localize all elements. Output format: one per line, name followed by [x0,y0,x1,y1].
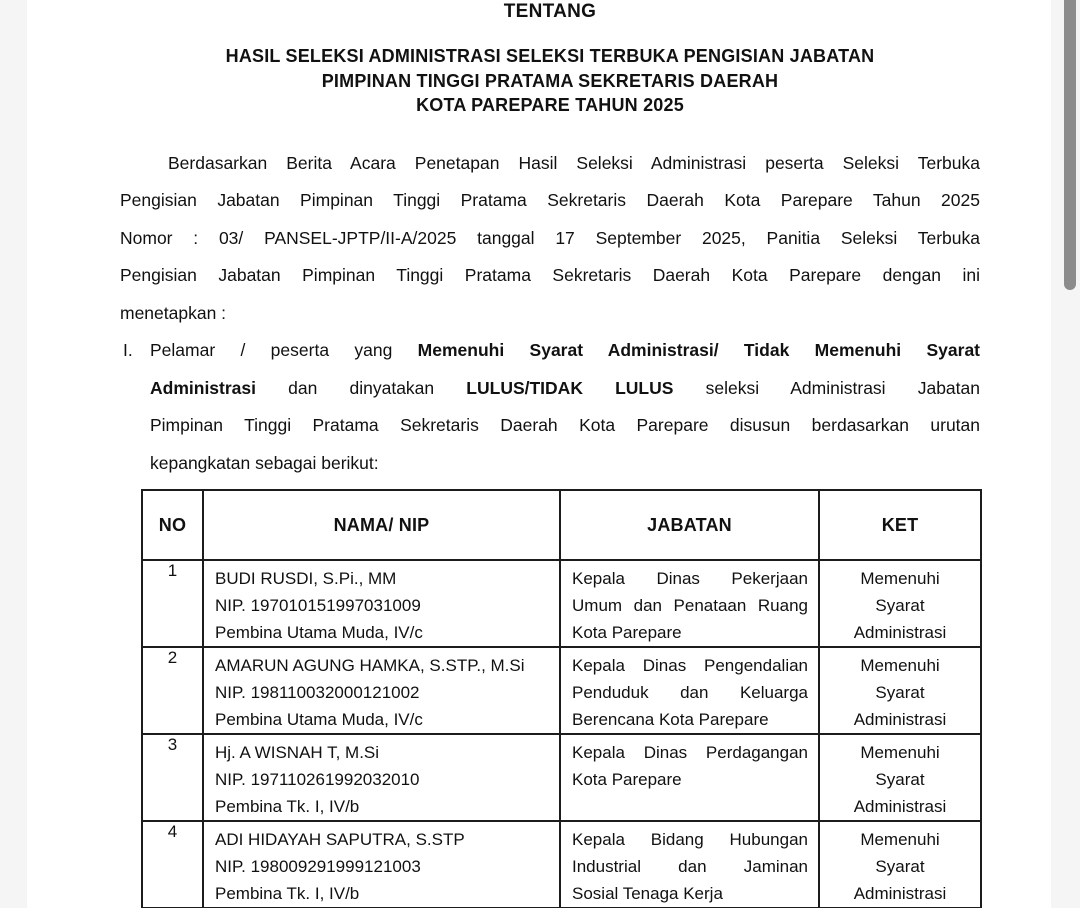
title-line: PIMPINAN TINGGI PRATAMA SEKRETARIS DAERAH [321,70,779,91]
cell-no: 1 [142,560,203,647]
cell-nama: BUDI RUSDI, S.Pi., MM NIP. 197010151997031009 Pembina Utama Muda, IV/c [203,560,560,647]
list-item-text [150,332,980,482]
list-line: Administrasi dan dinyatakan LULUS/TIDAK LULUS seleksi Administrasi Jabatan [150,377,980,398]
cell-no: 4 [142,821,203,908]
table-header-no: NO [142,490,203,560]
tentang-heading: TENTANG [503,1,597,22]
document-title [120,44,980,118]
table-row [142,821,981,908]
paragraph-line: Pengisian Jabatan Pimpinan Tinggi Pratama Sekretaris Daerah Kota Parepare dengan ini [120,265,980,285]
cell-ket: Memenuhi Syarat Administrasi [819,821,981,908]
cell-nama: AMARUN AGUNG HAMKA, S.STP., M.Si NIP. 198110032000121002 Pembina Utama Muda, IV/c [203,647,560,734]
cell-nama: Hj. A WISNAH T, M.Si NIP. 197110261992032010 Pembina Tk. I, IV/b [203,734,560,821]
table-header-row [142,490,981,560]
cell-jabatan: Kepala Dinas Pekerjaan Umum dan Penataan Ruang Kota Parepare [560,560,819,647]
table-header-jabatan: JABATAN [560,490,819,560]
table-header-ket: KET [819,490,981,560]
left-page-margin [0,0,27,908]
table-row [142,560,981,647]
paragraph-line: Nomor : 03/ PANSEL-JPTP/II-A/2025 tanggal 17 September 2025, Panitia Seleksi Terbuka [120,227,980,248]
results-table [141,489,982,908]
title-line: KOTA PAREPARE TAHUN 2025 [416,95,684,115]
cell-jabatan: Kepala Dinas Pengendalian Penduduk dan Keluarga Berencana Kota Parepare [560,647,819,734]
list-item-1 [120,332,980,482]
cell-nama: ADI HIDAYAH SAPUTRA, S.STP NIP. 198009291999121003 Pembina Tk. I, IV/b [203,821,560,908]
list-marker: I. [123,340,133,360]
cell-jabatan: Kepala Bidang Hubungan Industrial dan Jaminan Sosial Tenaga Kerja [560,821,819,908]
table-row [142,734,981,821]
cell-no: 2 [142,647,203,734]
cell-ket: Memenuhi Syarat Administrasi [819,647,981,734]
list-line: Pelamar / peserta yang Memenuhi Syarat Administrasi/ Tidak Memenuhi Syarat [150,340,981,360]
list-line: Pimpinan Tinggi Pratama Sekretaris Daerah Kota Parepare disusun berdasarkan urutan [150,415,980,435]
cell-jabatan: Kepala Dinas Perdagangan Kota Parepare [560,734,819,821]
cell-ket: Memenuhi Syarat Administrasi [819,734,981,821]
cell-ket: Memenuhi Syarat Administrasi [819,560,981,647]
table-header-nama-nip: NAMA/ NIP [203,490,560,560]
cell-no: 3 [142,734,203,821]
paragraph-line: Berdasarkan Berita Acara Penetapan Hasil Seleksi Administrasi peserta Seleksi Terbuka [168,152,980,173]
opening-paragraph [120,145,980,333]
title-line: HASIL SELEKSI ADMINISTRASI SELEKSI TERBUKA PENGISIAN JABATAN [225,46,875,66]
list-line: kepangkatan sebagai berikut: [150,452,379,473]
table-row [142,647,981,734]
paragraph-line: Pengisian Jabatan Pimpinan Tinggi Pratama Sekretaris Daerah Kota Parepare Tahun 2025 [120,190,980,210]
scrollbar-thumb[interactable] [1064,0,1076,290]
document-body [120,0,980,908]
paragraph-line: menetapkan : [120,302,227,323]
